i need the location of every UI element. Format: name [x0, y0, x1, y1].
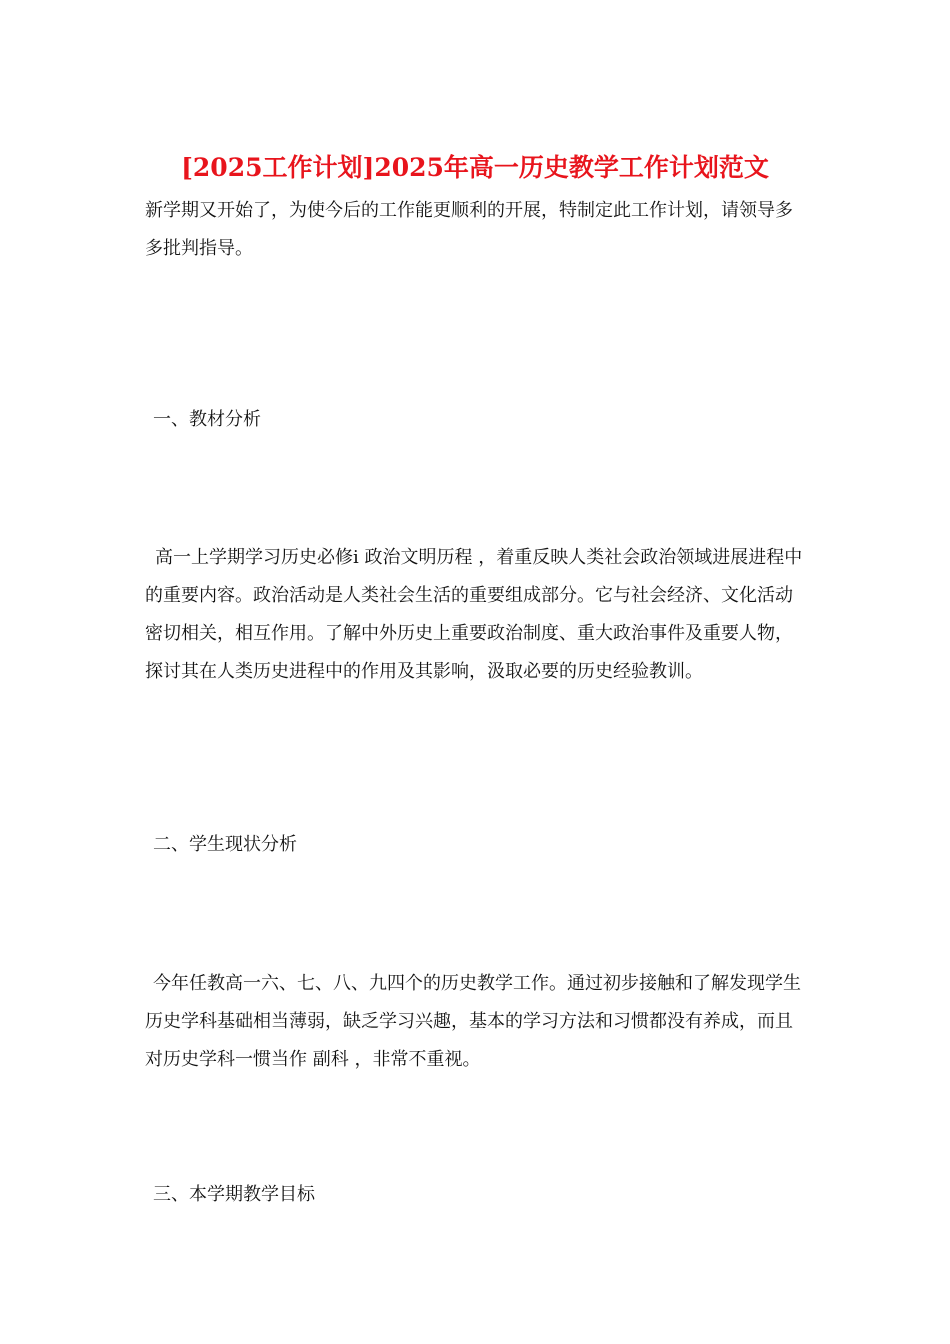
section-body-student-analysis: 今年任教高一六、七、八、九四个的历史教学工作。通过初步接触和了解发现学生历史学科基础相当薄弱，缺乏学习兴趣，基本的学习方法和习惯都没有养成，而且对历史学科一惯当作 副科 ，非常不重视。: [145, 973, 801, 1070]
intro-paragraph: 新学期又开始了，为使今后的工作能更顺利的开展，特制定此工作计划，请领导多多批判指导。: [145, 200, 793, 259]
document-title: [2025工作计划]2025年高一历史教学工作计划范文: [181, 153, 769, 182]
section-heading-teaching-goals: 三、本学期教学目标: [153, 1184, 315, 1205]
section-heading-student-analysis: 二、学生现状分析: [153, 834, 297, 855]
section-heading-textbook-analysis: 一、教材分析: [153, 409, 261, 430]
section-body-textbook-analysis: 高一上学期学习历史必修ⅰ 政治文明历程 ，着重反映人类社会政治领域进展进程中的重要内容。政治活动是人类社会生活的重要组成部分。它与社会经济、文化活动密切相关，相互作用。了解中外历史上重要政治制度、重大政治事件及重要人物，探讨其在人类历史进程中的作用及其影响，汲取必要的历史经验教训。: [145, 547, 803, 682]
